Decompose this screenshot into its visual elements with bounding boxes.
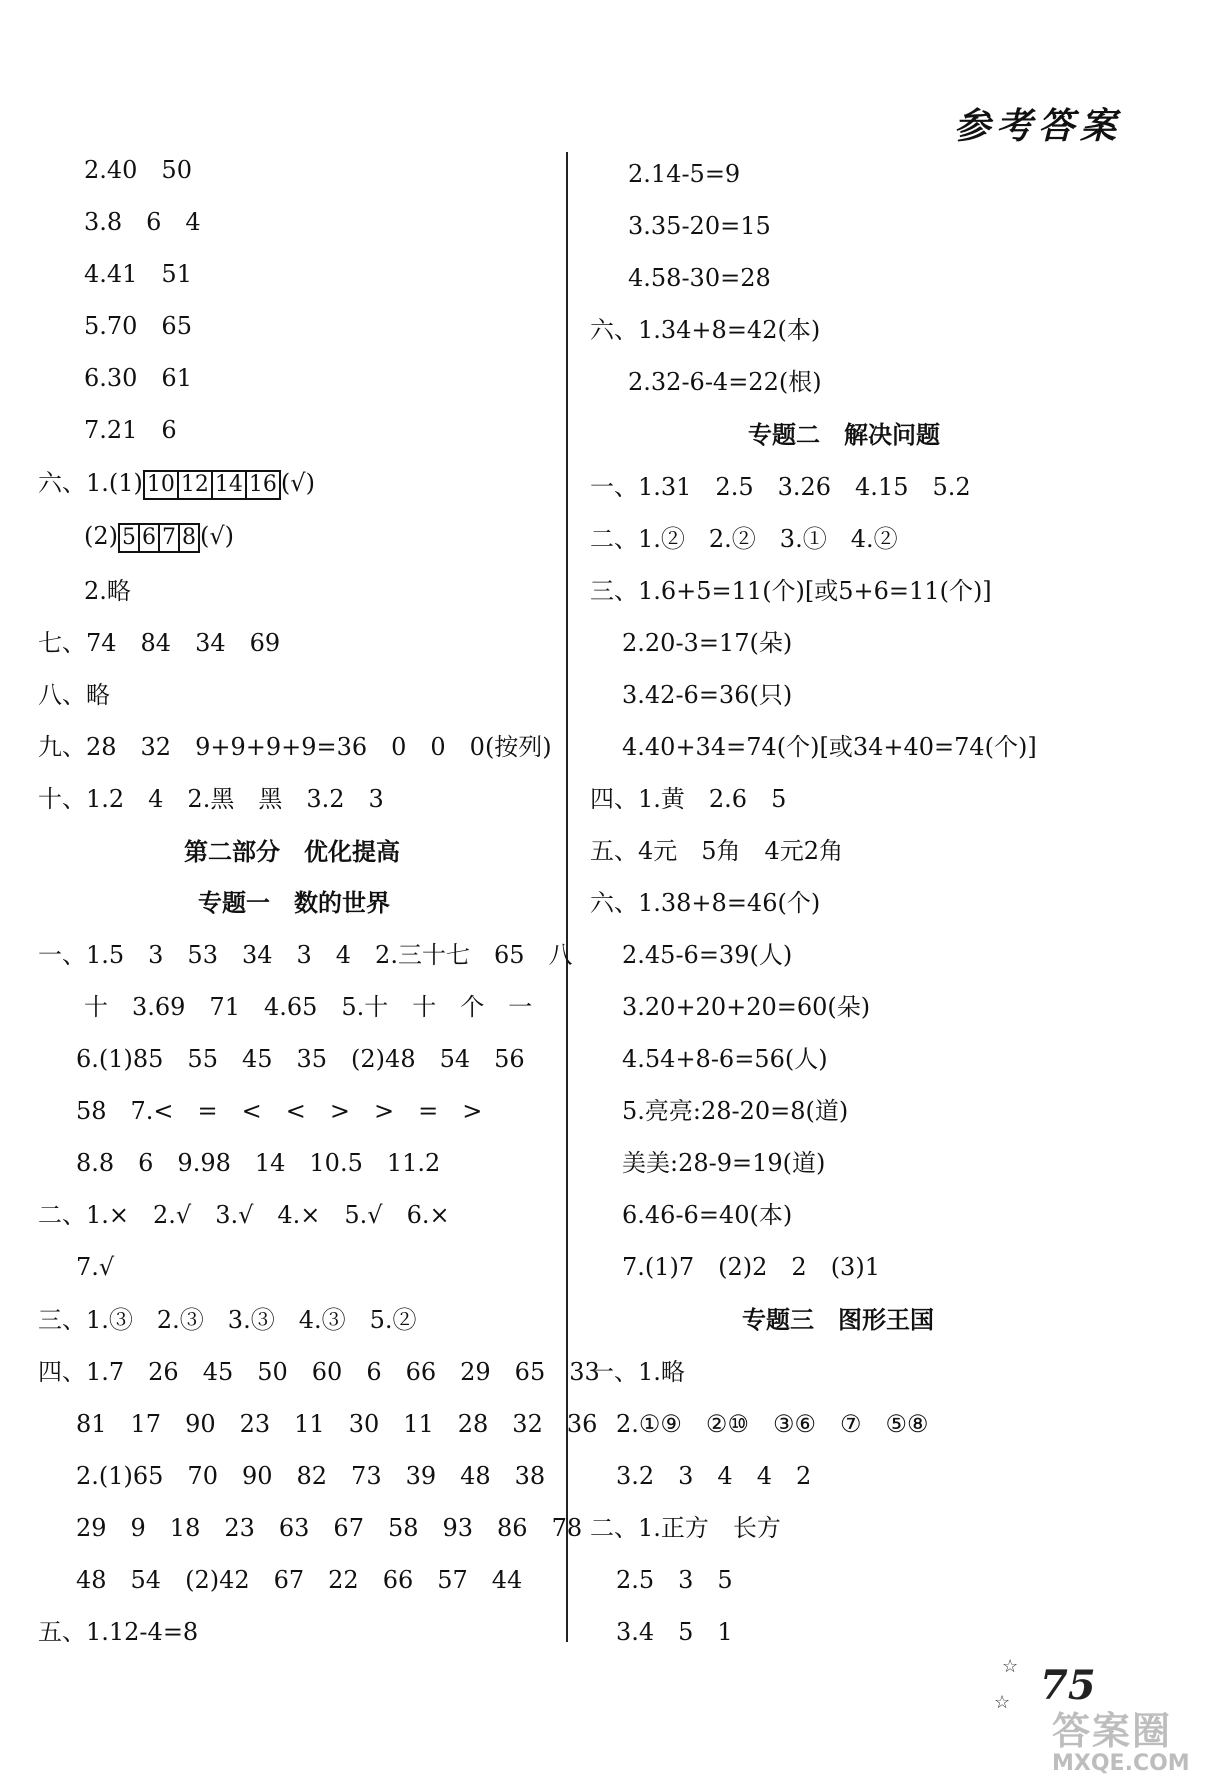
answer-line: 7.21 6 <box>84 416 177 444</box>
answer-line: 六、1.38+8=46(个) <box>590 889 821 917</box>
answer-line: 三、1.6+5=11(个)[或5+6=11(个)] <box>590 577 992 605</box>
answer-line: 2.40 50 <box>84 156 192 184</box>
answer-line: 五、4元 5角 4元2角 <box>590 837 844 865</box>
answer-line: 6.46-6=40(本) <box>622 1201 793 1229</box>
answer-line: 3.8 6 4 <box>84 208 201 236</box>
answer-suffix: (√) <box>280 469 315 497</box>
answer-line: 九、28 32 9+9+9+9=36 0 0 0(按列) <box>38 733 552 761</box>
answer-suffix: (√) <box>200 522 235 550</box>
answer-line: 2.32-6-4=22(根) <box>628 368 822 396</box>
page-number: 75 <box>1040 1662 1096 1709</box>
answer-line: 五、1.12-4=8 <box>38 1618 199 1646</box>
answer-line: 2.20-3=17(朵) <box>622 629 793 657</box>
answer-line: 十、1.2 4 2.黑 黑 3.2 3 <box>38 785 384 813</box>
answer-line: 2.5 3 5 <box>616 1566 733 1594</box>
section-title: 专题二 解决问题 <box>748 421 940 449</box>
star-icon: ☆ <box>994 1692 1011 1713</box>
answer-line: 十 3.69 71 4.65 5.十 十 个 一 <box>84 993 533 1021</box>
answer-line: 3.2 3 4 4 2 <box>616 1462 812 1490</box>
answer-line: 8.8 6 9.98 14 10.5 11.2 <box>76 1149 441 1177</box>
answer-line: 6.(1)85 55 45 35 (2)48 54 56 <box>76 1045 525 1073</box>
answer-line: 一、1.略 <box>590 1358 685 1386</box>
number-boxes <box>118 523 200 553</box>
answer-line: 八、略 <box>38 681 110 709</box>
answer-line: 美美:28-9=19(道) <box>622 1149 826 1177</box>
number-box: 10 <box>145 472 179 498</box>
answer-prefix: 六、1.(1) <box>38 469 143 497</box>
answer-line: 二、1.② 2.② 3.① 4.② <box>590 525 898 553</box>
watermark-url: MXQE.COM <box>1052 1751 1190 1776</box>
star-icon: ☆ <box>1002 1656 1019 1677</box>
answer-line: 七、74 84 34 69 <box>38 629 281 657</box>
number-box: 14 <box>213 472 247 498</box>
answer-line-boxes-2 <box>84 521 234 553</box>
answer-line: 48 54 (2)42 67 22 66 57 44 <box>76 1566 523 1594</box>
answer-line: 一、1.31 2.5 3.26 4.15 5.2 <box>590 473 971 501</box>
answer-line: 一、1.5 3 53 34 3 4 2.三十七 65 八 <box>38 941 573 969</box>
answer-line: 2.略 <box>84 577 131 605</box>
answer-line: 6.30 61 <box>84 364 192 392</box>
answer-prefix: (2) <box>84 522 118 550</box>
answer-line: 5.亮亮:28-20=8(道) <box>622 1097 849 1125</box>
section-title: 专题三 图形王国 <box>742 1306 934 1334</box>
watermark-logo <box>1052 1700 1212 1792</box>
answer-line: 二、1.正方 长方 <box>590 1514 781 1542</box>
answer-line: 58 7.< = < < > > = > <box>76 1097 483 1125</box>
answer-line: 3.42-6=36(只) <box>622 681 793 709</box>
number-box: 6 <box>140 525 160 551</box>
answer-line: 2.14-5=9 <box>628 160 741 188</box>
answer-line: 3.4 5 1 <box>616 1618 733 1646</box>
answer-line: 四、1.7 26 45 50 60 6 66 29 65 33 <box>38 1358 600 1386</box>
watermark-text: 答案圈 <box>1052 1709 1173 1753</box>
answer-line: 2.45-6=39(人) <box>622 941 793 969</box>
answer-line: 4.58-30=28 <box>628 264 771 292</box>
number-box: 5 <box>120 525 140 551</box>
answer-line: 四、1.黄 2.6 5 <box>590 785 787 813</box>
number-box: 16 <box>248 471 277 497</box>
answer-line: 81 17 90 23 11 30 11 28 32 36 <box>76 1410 598 1438</box>
number-box: 12 <box>179 472 213 498</box>
answer-line-boxes-1 <box>38 468 315 500</box>
number-box: 8 <box>182 524 196 550</box>
answer-line: 5.70 65 <box>84 312 192 340</box>
answer-line: 三、1.③ 2.③ 3.③ 4.③ 5.② <box>38 1306 417 1334</box>
answer-line: 2.①⑨ ②⑩ ③⑥ ⑦ ⑤⑧ <box>616 1410 929 1438</box>
answer-line: 29 9 18 23 63 67 58 93 86 78 <box>76 1514 583 1542</box>
answer-line: 4.54+8-6=56(人) <box>622 1045 828 1073</box>
answer-line: 3.35-20=15 <box>628 212 771 240</box>
answer-line: 7.√ <box>76 1253 115 1281</box>
answer-line: 4.41 51 <box>84 260 192 288</box>
answer-line: 六、1.34+8=42(本) <box>590 316 821 344</box>
answer-line: 4.40+34=74(个)[或34+40=74(个)] <box>622 733 1037 761</box>
number-box: 7 <box>160 525 180 551</box>
answer-line: 二、1.× 2.√ 3.√ 4.× 5.√ 6.× <box>38 1201 450 1229</box>
answer-line: 3.20+20+20=60(朵) <box>622 993 871 1021</box>
answer-line: 7.(1)7 (2)2 2 (3)1 <box>622 1253 880 1281</box>
section-title: 第二部分 优化提高 <box>184 838 400 866</box>
number-boxes <box>143 470 281 500</box>
section-title: 专题一 数的世界 <box>198 889 390 917</box>
answer-key-header: 参考答案 <box>953 105 1122 147</box>
answer-line: 2.(1)65 70 90 82 73 39 48 38 <box>76 1462 546 1490</box>
